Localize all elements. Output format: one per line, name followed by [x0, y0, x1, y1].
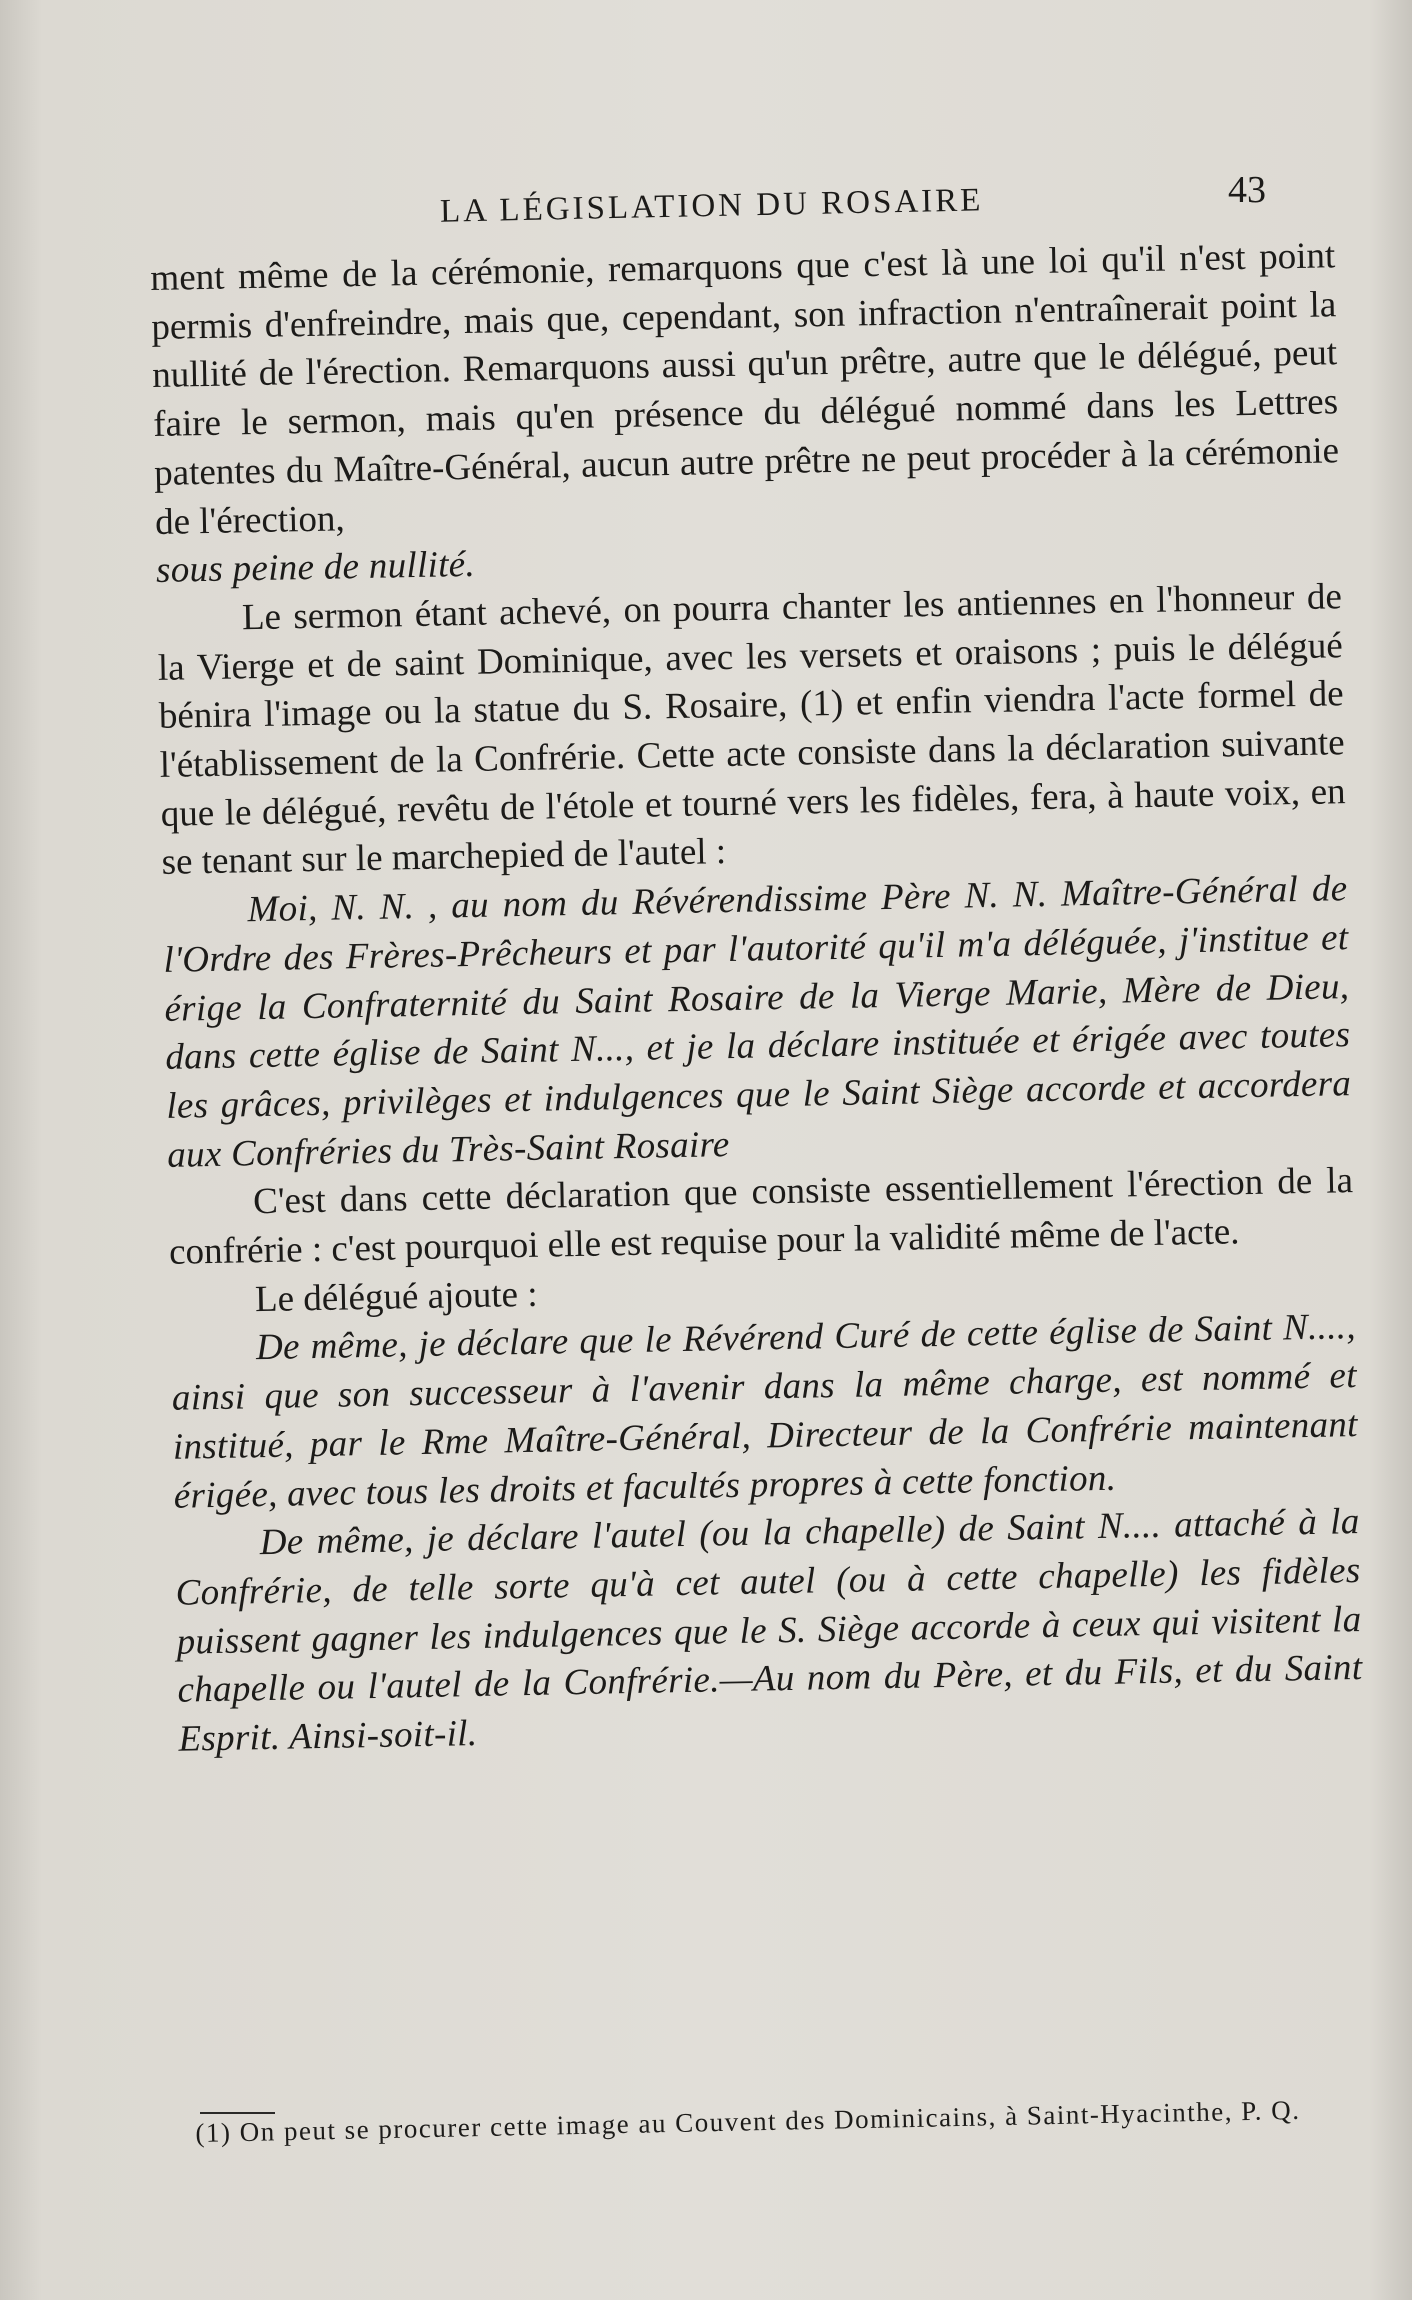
paragraph-2-nullity: sous peine de nullité. [155, 544, 476, 592]
footnote: (1) On peut se procurer cette image au Couvent des Dominicains, à Saint-Hyacinthe, P. Q. [195, 2094, 1301, 2148]
paragraph-1: ment même de la cérémonie, remarquons que c'est là une loi qu'il n'est point permis d'enfreindre, mais que, cependant, son infraction n'entraînerait point la nullité de l'érection. Remarquons aussi qu'un prêtre, autre que le délégué, peut faire le sermon, mais qu'en présence du délégué nommé dans les Lettres patentes du Maître-Général, aucun autre prêtre ne peut procéder à la cérémonie de l'érection, [150, 235, 1340, 543]
paragraph-3-sermon: Le sermon étant achevé, on pourra chanter les antiennes en l'honneur de la Vierge et de saint Dominique, avec les versets et oraisons ; puis le délégué bénira l'image ou la statue du S. Rosaire, (1) et enfin viendra l'acte formel de l'établissement de la Confrérie. Cette acte consiste dans la déclaration suivante que le délégué, revêtu de l'étole et tourné vers les fidèles, fera, à haute voix, en se tenant sur le marchepied de l'autel : [157, 576, 1346, 884]
running-title: LA LÉGISLATION DU ROSAIRE [439, 182, 984, 230]
paragraph-8-altar: De même, je déclare l'autel (ou la chapelle) de Saint N.... attaché à la Confrérie, de telle sorte qu'à cet autel (ou à cette chapelle) les fidèles puissent gagner les indulgences que le S. Siège accorde à ceux qui visitent la chapelle ou l'autel de la Confrérie.—Au nom du Père, et du Fils, et du Saint Esprit. Ainsi-soit-il. [175, 1501, 1363, 1760]
page-number: 43 [1228, 169, 1266, 211]
page-header [0, 168, 1412, 228]
body-text [150, 232, 1364, 1764]
paragraph-5-essence: C'est dans cette déclaration que consiste essentiellement l'érection de la confrérie : c'est pourquoi elle est requise pour la validité même de l'acte. [168, 1160, 1354, 1273]
paragraph-6-adds: Le délégué ajoute : [254, 1273, 538, 1320]
paragraph-7-director: De même, je déclare que le Révérend Curé de cette église de Saint N...., ainsi que son successeur à l'avenir dans la même charge, est nommé et institué, par le Rme Maître-Général, Directeur de la Confrérie maintenant érigée, avec tous les droits et facultés propres à cette fonction. [171, 1306, 1359, 1517]
paragraph-4-declaration: Moi, N. N. , au nom du Révérendissime Père N. N. Maître-Général de l'Ordre des Frères-Prêcheurs et par l'autorité qu'il m'a déléguée, j'institue et érige la Confraternité du Saint Rosaire de la Vierge Marie, Mère de Dieu, dans cette église de Saint N..., et je la déclare instituée et érigée avec toutes les grâces, privilèges et indulgences que le Saint Siège accorde et accordera aux Confréries du Très-Saint Rosaire [163, 868, 1352, 1176]
